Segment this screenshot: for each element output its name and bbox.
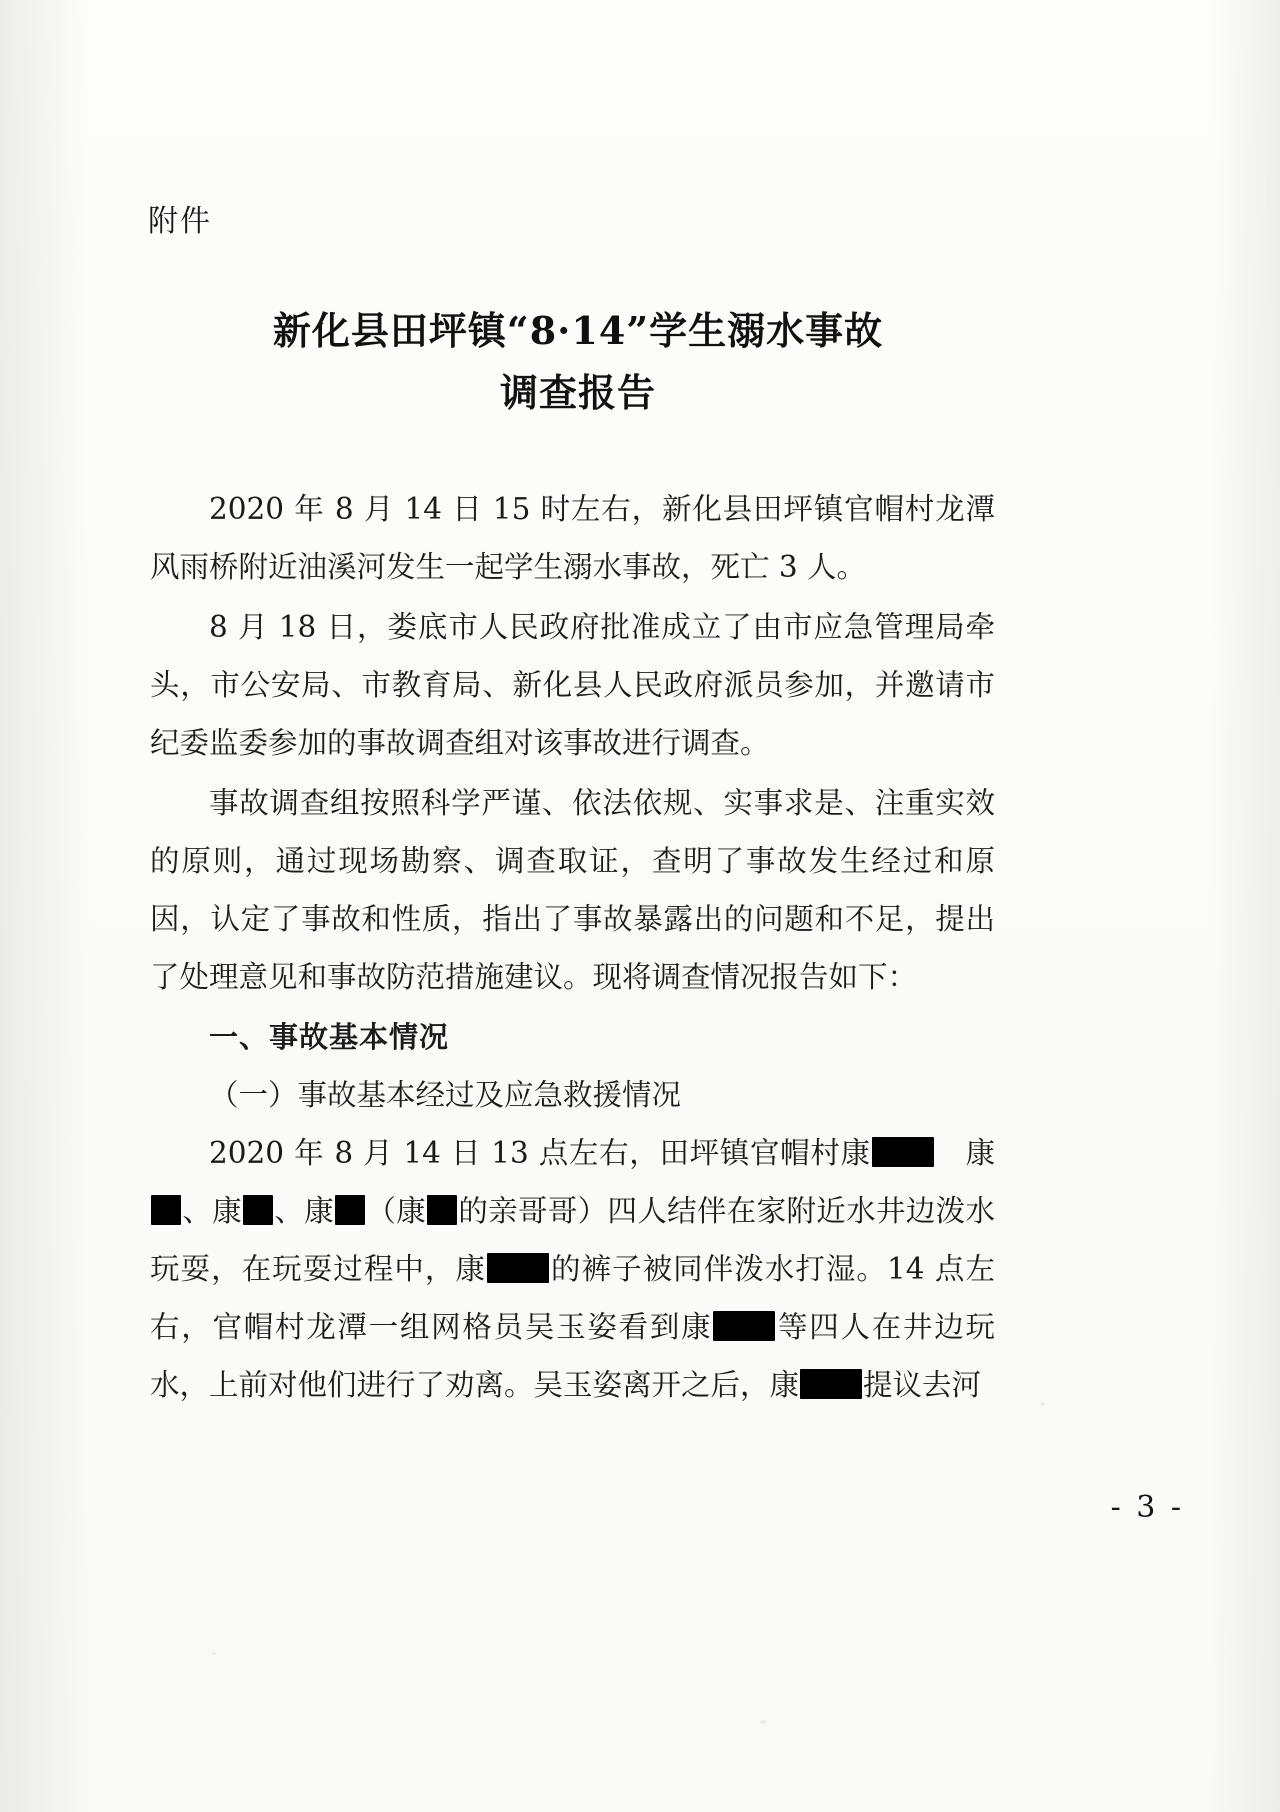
document-body [150, 480, 995, 1416]
paragraph-investigation-principles: 事故调查组按照科学严谨、依法依规、实事求是、注重实效的原则，通过现场勘察、调查取证，查明了事故发生经过和原因，认定了事故和性质，指出了事故暴露出的问题和不足，提出了处理意见和事故防范措施建议。现将调查情况报告如下： [150, 786, 995, 994]
redaction-block [487, 1253, 549, 1283]
redaction-block [335, 1195, 365, 1225]
redaction-block [800, 1369, 862, 1399]
paragraph-investigation-team: 8 月 18 日，娄底市人民政府批准成立了由市应急管理局牵头，市公安局、市教育局、新化县人民政府派员参加，并邀请市纪委监委参加的事故调查组对该事故进行调查。 [150, 610, 995, 760]
section-heading-basic-situation: 一、事故基本情况 [209, 1020, 450, 1054]
redaction-block [427, 1195, 457, 1225]
attachment-label: 附件 [148, 204, 212, 239]
redaction-block [243, 1195, 273, 1225]
page-title-line-2: 调查报告 [499, 370, 656, 415]
subsection-heading-process-rescue: （一）事故基本经过及应急救援情况 [209, 1078, 682, 1112]
page-title-line-1: 新化县田坪镇“8·14”学生溺水事故 [272, 308, 884, 353]
scan-speckle [760, 1720, 766, 1724]
redaction-block [713, 1311, 775, 1341]
paragraph-redacted-narrative: 2020 年 8 月 14 日 13 点左右，田坪镇官帽村康 康、康 、康 （康 的亲哥哥）四人结伴在家附近水井边泼水玩耍，在玩耍过程中，康 的裤子被同伴泼水打湿。14 点左右，官帽村龙潭一组网格员吴玉姿看到康 等四人在井边玩水，上前对他们进行了劝离。吴玉姿离开之后，康 提议去河 [150, 1136, 995, 1402]
scan-speckle [1040, 1402, 1045, 1406]
page-number: - 3 - [1110, 1490, 1184, 1525]
scan-speckle [212, 1652, 216, 1655]
redaction-block [872, 1137, 934, 1167]
redaction-block [151, 1195, 181, 1225]
paragraph-incident-summary: 2020 年 8 月 14 日 15 时左右，新化县田坪镇官帽村龙潭风雨桥附近油溪河发生一起学生溺水事故，死亡 3 人。 [150, 492, 995, 584]
page-title [148, 300, 1008, 424]
